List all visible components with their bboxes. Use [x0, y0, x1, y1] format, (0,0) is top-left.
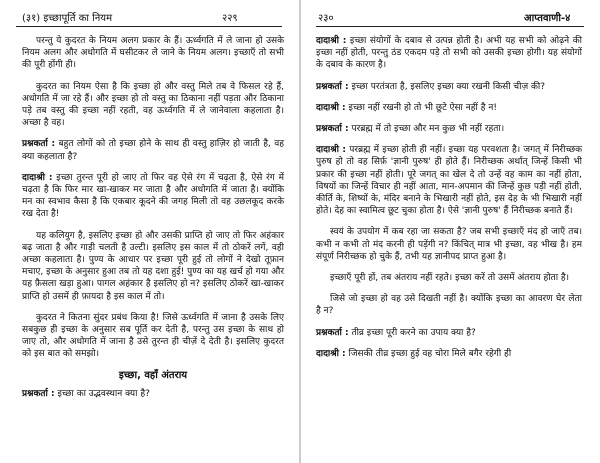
paragraph: कुदरत का नियम ऐसा है कि इच्छा हो और वस्तु मिले तब वे फिसल रहे हैं, अधोगति में जा रहे हैं। और इच्छा हो तो वस्तु का ठिकाना नहीं पड़ता और ठिकाना पड़े तब वस्तु की इच्छा नहीं रहती, वह ऊर्ध्वगति में ले जानेवाला कहलाता है। अच्छा है वह। — [22, 81, 284, 129]
paragraph: यह कलियुग है, इसलिए इच्छा हो और उसकी प्राप्ति हो जाए तो फिर अहंकार बढ़ जाता है और गाड़ी चलती है उल्टी। इसलिए इस काल में तो ठोकरें लगें, वही अच्छा कहलाता है। पुण्य के आधार पर इच्छा पूरी हुई तो लोगों ने देखो तूफ़ान मचाए, इच्छा के अनुसार हुआ तब तो यह दशा हुई! पुण्य का यह खर्च हो गया और यह फ़ैसला खड़ा हुआ। पागल अहंकार है इसलिए हो न? इसलिए ठोकरें खा-खाकर प्राप्ति हो उसमें ही फ़ायदा है इस काल में तो। — [22, 230, 284, 302]
dadashri-label: दादाश्री : — [22, 172, 53, 183]
question-text: बहुत लोगों को तो इच्छा होने के साथ ही वस्तु हाज़िर हो जाती है, वह क्या कहलाता है? — [22, 139, 284, 162]
paragraph: इच्छाएँ पूरी हों, तब अंतराय नहीं रहते। इच्छा करें तो उसमें अंतराय होता है। — [330, 273, 570, 284]
question-block — [316, 327, 582, 339]
left-page-body — [22, 35, 284, 409]
dadashri-label: दादाश्री : — [316, 36, 347, 46]
right-page-header-title: आप्तवाणी-४ — [524, 13, 571, 24]
right-page — [300, 0, 600, 463]
questioner-label: प्रश्नकर्ता : — [316, 124, 349, 135]
right-header-rule — [316, 26, 584, 27]
answer-block — [316, 348, 582, 360]
question-block — [22, 138, 284, 162]
paragraph: कुदरत ने कितना सुंदर प्रबंध किया है! जिसे ऊर्ध्वगति में जाना है उसके लिए सबकुछ ही इच्छा के अनुसार सब पूर्ति कर देती है, परन्तु उस इच्छा के साथ हो जाए तो, और अधोगति में जाना है उसे तुरन्त ही चीज़ें दे देती है। इसलिए कुदरत को इस बात को समझो। — [22, 312, 284, 360]
section-subheading: इच्छा, वहाँ अंतराय — [118, 369, 188, 381]
left-page-header-title: (३१) इच्छापूर्ति का नियम — [22, 13, 113, 24]
dadashri-label: दादाश्री : — [316, 145, 347, 156]
answer-block — [316, 102, 582, 114]
paragraph: परन्तु ये कुदरत के नियम अलग प्रकार के हैं। ऊर्ध्वगति में ले जाना हो उसके नियम अलग और अधोगति में घसीटकर ले जाने के नियम अलग। इच्छाएँ तो सभी की पूरी होंगी ही। — [22, 36, 284, 71]
question-text: तीव्र इच्छा पूरी करने का उपाय क्या है? — [351, 327, 476, 338]
questioner-label: प्रश्नकर्ता : — [316, 327, 349, 338]
question-text: परब्रह्म में तो इच्छा और मन कुछ भी नहीं रहता। — [351, 124, 505, 135]
left-header-rule — [16, 26, 282, 27]
answer-text: इच्छा नहीं रखनी हो तो भी छूटे ऐसा नहीं है न! — [348, 102, 497, 113]
paragraph: जिसे जो इच्छा हो वह उसे दिखती नहीं है। क्योंकि इच्छा का आवरण घेर लेता है न? — [316, 294, 582, 317]
right-page-body — [316, 35, 582, 369]
questioner-label: प्रश्नकर्ता : — [22, 139, 56, 150]
question-text: इच्छा का उद्भवस्थान क्या है? — [57, 388, 150, 399]
question-text: इच्छा परतंत्रता है, इसलिए इच्छा क्या रखनी किसी चीज़ की? — [351, 81, 546, 92]
answer-block — [316, 144, 582, 217]
dadashri-label: दादाश्री : — [316, 102, 346, 113]
question-block — [22, 388, 284, 400]
question-block — [316, 123, 582, 135]
answer-text: परब्रह्म में इच्छा होती ही नहीं। इच्छा यह परवशता है। जगत् में निरीच्छक पुरुष हो तो वह सिर्फ़ 'ज्ञानी पुरुष' ही होते हैं। निरीच्छक अर्थात् जिन्हें किसी भी प्रकार की इच्छा नहीं होती। पूरे जगत् का खेल दे तो उन्हें वह काम का नहीं होता, विषयों का जिन्हें विचार ही नहीं आता, मान-अपमान की जिन्हें कुछ पड़ी नहीं होती, कीर्ति के, शिष्यों के, मंदिर बनाने के भिखारी नहीं होते, इस देह के भी भिखारी नहीं होते। देह का स्वामित्व छूट चुका होता है। ऐसे 'ज्ञानी पुरुष' हैं निरीच्छक बनाते हैं। — [316, 145, 582, 217]
answer-block — [22, 172, 284, 221]
answer-text: जिसकी तीव्र इच्छा हुई वह चोरा मिले बगैर रहेगी ही — [348, 348, 512, 359]
questioner-label: प्रश्नकर्ता : — [22, 388, 55, 399]
right-page-number: २३० — [318, 13, 334, 24]
questioner-label: प्रश्नकर्ता : — [316, 81, 349, 92]
paragraph: स्वयं के उपयोग में कब रहा जा सकता है? जब सभी इच्छाएँ मंद हो जाएँ तब। कभी न कभी तो मंद करनी ही पड़ेंगी न? किंचित् मात्र भी इच्छा, वह भीख है। हम संपूर्ण निरीच्छक हो चुके हैं, तभी यह ज्ञानीपद प्राप्त हुआ है। — [316, 227, 582, 262]
left-page-number: २२९ — [222, 13, 238, 24]
dadashri-label: दादाश्री : — [316, 348, 346, 359]
answer-text: इच्छा तुरन्त पूरी हो जाए तो फिर वह ऐसे रंग में चढ़ता है, ऐसे रंग में चढ़ता है कि फिर मार खा-खाकर मर जाता है और अधोगति में जाता है। क्योंकि मन का स्वभाव कैसा है कि एकबार कूदने की जगह मिली तो वह उछलकूद करके रख देता है! — [22, 172, 284, 220]
answer-block — [316, 35, 582, 72]
answer-text: इच्छा संयोगों के दबाव से उत्पन्न होती है। अभी यह सभी को ओढ़ने की इच्छा नहीं होती, परन्तु ठंड एकदम पड़े तो सभी को उसकी इच्छा होगी। यह संयोगों के दबाव के कारण है। — [316, 36, 582, 71]
question-block — [316, 81, 582, 93]
